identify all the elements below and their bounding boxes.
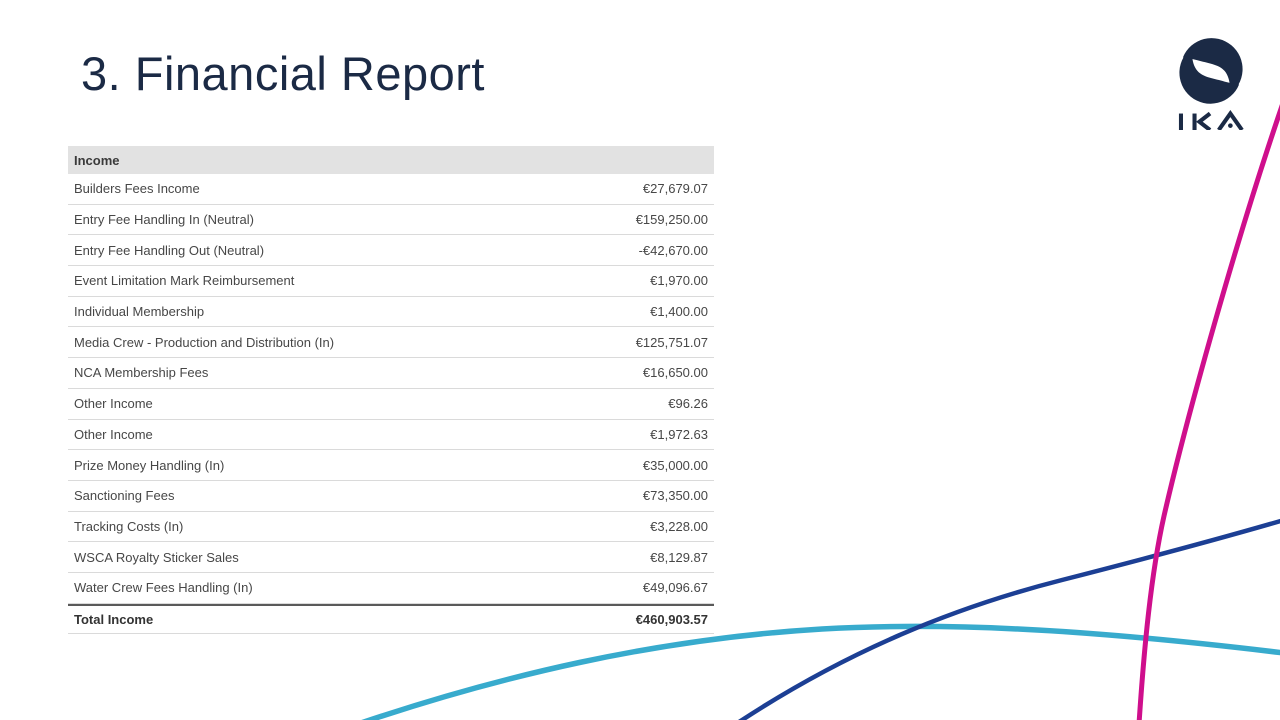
- row-amount: €3,228.00: [650, 518, 708, 534]
- row-amount: €8,129.87: [650, 549, 708, 565]
- row-amount: €16,650.00: [642, 365, 708, 381]
- row-amount: €460,903.57: [635, 611, 708, 627]
- table-row: [68, 542, 714, 573]
- row-amount: €159,250.00: [635, 212, 708, 228]
- income-table-header: [68, 146, 714, 174]
- table-row: [68, 266, 714, 297]
- ika-logo: [1172, 38, 1250, 130]
- row-amount: €35,000.00: [642, 457, 708, 473]
- row-label: Other Income: [74, 396, 153, 412]
- row-label: NCA Membership Fees: [74, 365, 209, 381]
- row-amount: -€42,670.00: [638, 242, 708, 258]
- slide-title: 3. Financial Report: [81, 47, 485, 100]
- income-table: [68, 146, 714, 634]
- row-amount: €27,679.07: [642, 181, 708, 197]
- table-row: [68, 512, 714, 543]
- row-label: Individual Membership: [74, 304, 205, 320]
- table-row: [68, 235, 714, 266]
- row-label: WSCA Royalty Sticker Sales: [74, 549, 239, 565]
- table-row: [68, 481, 714, 512]
- row-label: Media Crew - Production and Distribution (In): [74, 334, 335, 350]
- income-table-header-label: Income: [74, 152, 120, 168]
- row-label: Entry Fee Handling In (Neutral): [74, 212, 254, 228]
- row-label: Other Income: [74, 426, 153, 442]
- row-label: Total Income: [74, 611, 154, 627]
- table-row: [68, 205, 714, 236]
- row-amount: €1,970.00: [650, 273, 708, 289]
- table-row: [68, 174, 714, 205]
- row-amount: €125,751.07: [635, 334, 708, 350]
- row-label: Water Crew Fees Handling (In): [74, 580, 253, 596]
- row-label: Builders Fees Income: [74, 181, 200, 197]
- row-amount: €73,350.00: [642, 488, 708, 504]
- row-label: Tracking Costs (In): [74, 518, 184, 534]
- table-row: [68, 573, 714, 604]
- decorative-curve-pink: [1139, 103, 1280, 720]
- row-label: Entry Fee Handling Out (Neutral): [74, 242, 265, 258]
- row-amount: €96.26: [668, 396, 708, 412]
- income-table-rows: [68, 174, 714, 634]
- table-row: [68, 358, 714, 389]
- row-amount: €49,096.67: [642, 580, 708, 596]
- row-label: Prize Money Handling (In): [74, 457, 225, 473]
- row-label: Event Limitation Mark Reimbursement: [74, 273, 295, 289]
- table-row: [68, 297, 714, 328]
- table-row: [68, 389, 714, 420]
- table-row: [68, 604, 714, 635]
- decorative-curve-blue: [736, 520, 1280, 720]
- table-row: [68, 450, 714, 481]
- table-row: [68, 327, 714, 358]
- row-label: Sanctioning Fees: [74, 488, 175, 504]
- row-amount: €1,972.63: [650, 426, 708, 442]
- ika-logo-swirl-icon: [1172, 38, 1250, 130]
- row-amount: €1,400.00: [650, 304, 708, 320]
- decorative-curve-cyan: [358, 626, 1280, 720]
- table-row: [68, 420, 714, 451]
